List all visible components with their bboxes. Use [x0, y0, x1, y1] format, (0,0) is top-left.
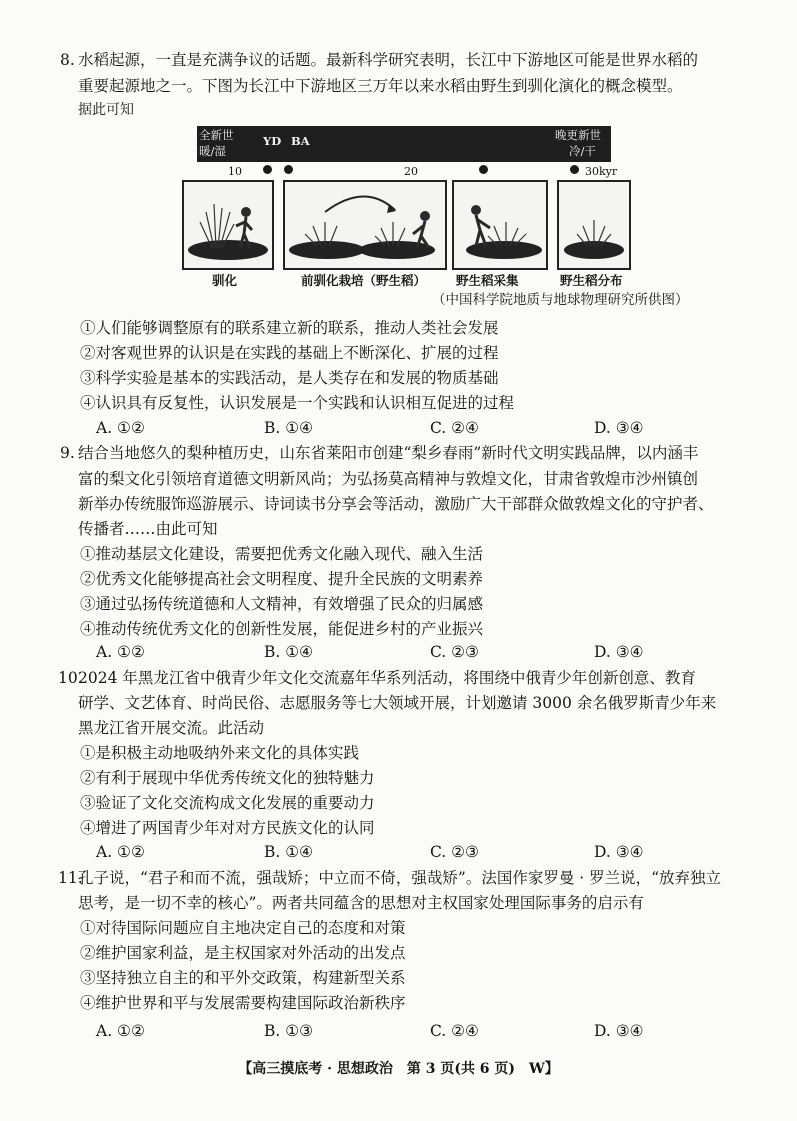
q8-item-3: ③科学实验是基本的实践活动，是人类存在和发展的物质基础 — [80, 369, 499, 387]
domestication-illustration — [184, 182, 272, 268]
q11-answer-c: C. ②④ — [430, 1022, 479, 1040]
q9-item-1: ①推动基层文化建设，需要把优秀文化融入现代、融入生活 — [80, 545, 484, 563]
q8-item-2: ②对客观世界的认识是在实践的基础上不断深化、扩展的过程 — [80, 344, 499, 362]
q10-answer-d: D. ③④ — [594, 843, 644, 861]
panel-domestication — [182, 180, 274, 270]
panel-caption-3: 野生稻采集 — [456, 273, 519, 288]
q8-answer-a: A. ①② — [96, 419, 145, 437]
panel-caption-1: 驯化 — [212, 273, 238, 288]
panel-caption-4: 野生稻分布 — [560, 273, 623, 288]
q9-stem-line-2: 富的梨文化引领培育道德文明新风尚；为弘扬莫高精神与敦煌文化，甘肃省敦煌市沙州镇创 — [78, 470, 699, 488]
q8-stem-line-3: 据此可知 — [78, 102, 134, 118]
q8-stem-line-1: 水稻起源，一直是充满争议的话题。最新科学研究表明，长江中下游地区可能是世界水稻的 — [78, 51, 699, 69]
q11-stem-line-1: 孔子说，“君子和而不流，强哉矫；中立而不倚，强哉矫”。法国作家罗曼 · 罗兰说，“放弃独立 — [78, 869, 722, 887]
page-footer: 【高三摸底考 · 思想政治 第 3 页(共 6 页) W】 — [238, 1061, 559, 1077]
q8-item-4: ④认识具有反复性，认识发展是一个实践和认识相互促进的过程 — [80, 394, 515, 412]
q8-answer-c: C. ②④ — [430, 419, 479, 437]
timeline-warm-wet-label: 暖/湿 — [199, 144, 226, 158]
q8-item-1: ①人们能够调整原有的联系建立新的联系，推动人类社会发展 — [80, 319, 499, 337]
q10-answer-b: B. ①④ — [264, 843, 314, 861]
q10-item-3: ③验证了文化交流构成文化发展的重要动力 — [80, 794, 375, 812]
panel-wild-rice-collection — [452, 180, 548, 270]
timeline-cold-dry-label: 冷/干 — [569, 144, 596, 158]
panel-pre-domestication — [283, 180, 447, 270]
q8-number: 8. — [60, 51, 75, 69]
q11-stem-line-2: 思考，是一切不幸的核心”。两者共同蕴含的思想对主权国家处理国际事务的启示有 — [78, 894, 644, 912]
q10-stem-line-3: 黑龙江省开展交流。此活动 — [78, 719, 265, 737]
q9-item-3: ③通过弘扬传统道德和人文精神，有效增强了民众的归属感 — [80, 595, 484, 613]
q10-item-4: ④增进了两国青少年对对方民族文化的认同 — [80, 819, 375, 837]
q10-item-2: ②有利于展现中华优秀传统文化的独特魅力 — [80, 769, 375, 787]
q9-item-4: ④推动传统优秀文化的创新性发展，能促进乡村的产业振兴 — [80, 620, 484, 638]
q11-item-2: ②维护国家利益，是主权国家对外活动的出发点 — [80, 944, 406, 962]
q11-answer-b: B. ①③ — [264, 1022, 314, 1040]
q10-stem-line-1: 2024 年黑龙江省中俄青少年文化交流嘉年华系列活动，将围绕中俄青少年创新创意、教育 — [78, 669, 696, 687]
q8-answer-b: B. ①④ — [264, 419, 314, 437]
q10-stem-line-2: 研学、文艺体育、时尚民俗、志愿服务等七大领域开展，计划邀请 3000 余名俄罗斯青少年来 — [78, 694, 717, 712]
q10-item-1: ①是积极主动地吸纳外来文化的具体实践 — [80, 744, 360, 762]
timeline-pleistocene-label: 晚更新世 — [555, 128, 601, 142]
q9-number: 9. — [60, 444, 75, 462]
panel-wild-rice-distribution — [557, 180, 631, 270]
figure-source: （中国科学院地质与地球物理研究所供图） — [432, 292, 689, 308]
q10-answer-a: A. ①② — [96, 843, 145, 861]
q11-answer-d: D. ③④ — [594, 1022, 644, 1040]
q9-stem-line-4: 传播者……由此可知 — [78, 520, 218, 538]
timeline-holocene-label: 全新世 — [199, 128, 234, 142]
q9-answer-b: B. ①④ — [264, 643, 314, 661]
q9-item-2: ②优秀文化能够提高社会文明程度、提升全民族的文明素养 — [80, 570, 484, 588]
timeline-yd-label: YD — [263, 134, 282, 148]
q11-item-3: ③坚持独立自主的和平外交政策，构建新型关系 — [80, 969, 406, 987]
q11-answer-a: A. ①② — [96, 1022, 145, 1040]
q9-answer-d: D. ③④ — [594, 643, 644, 661]
tick-30kyr: 30kyr — [585, 165, 618, 178]
timeline-marker-1 — [263, 165, 272, 174]
wild-rice-distribution-illustration — [559, 182, 629, 268]
q9-answer-c: C. ②③ — [430, 643, 479, 661]
q9-stem-line-3: 新举办传统服饰巡游展示、诗词读书分享会等活动，激励广大干部群众做敦煌文化的守护者、 — [78, 495, 714, 513]
q8-stem-line-2: 重要起源地之一。下图为长江中下游地区三万年以来水稻由野生到驯化演化的概念模型。 — [78, 77, 683, 95]
timeline-marker-4 — [570, 165, 579, 174]
q11-number: 11. — [58, 869, 83, 887]
q9-answer-a: A. ①② — [96, 643, 145, 661]
wild-rice-collection-illustration — [454, 182, 546, 268]
pre-domestication-illustration — [285, 182, 445, 268]
timeline-marker-2 — [284, 165, 293, 174]
q10-number: 10. — [58, 669, 83, 687]
timeline-marker-3 — [479, 165, 488, 174]
timeline-bar — [197, 126, 611, 162]
tick-10: 10 — [228, 165, 242, 178]
panel-caption-2: 前驯化栽培（野生稻） — [301, 273, 427, 288]
q11-item-1: ①对待国际问题应自主地决定自己的态度和对策 — [80, 919, 406, 937]
q8-answer-d: D. ③④ — [594, 419, 644, 437]
q9-stem-line-1: 结合当地悠久的梨种植历史，山东省莱阳市创建“梨乡春雨”新时代文明实践品牌，以内涵丰 — [78, 444, 699, 462]
tick-20: 20 — [404, 165, 418, 178]
timeline-ba-label: BA — [291, 134, 310, 148]
q11-item-4: ④维护世界和平与发展需要构建国际政治新秩序 — [80, 994, 406, 1012]
q10-answer-c: C. ②③ — [430, 843, 479, 861]
